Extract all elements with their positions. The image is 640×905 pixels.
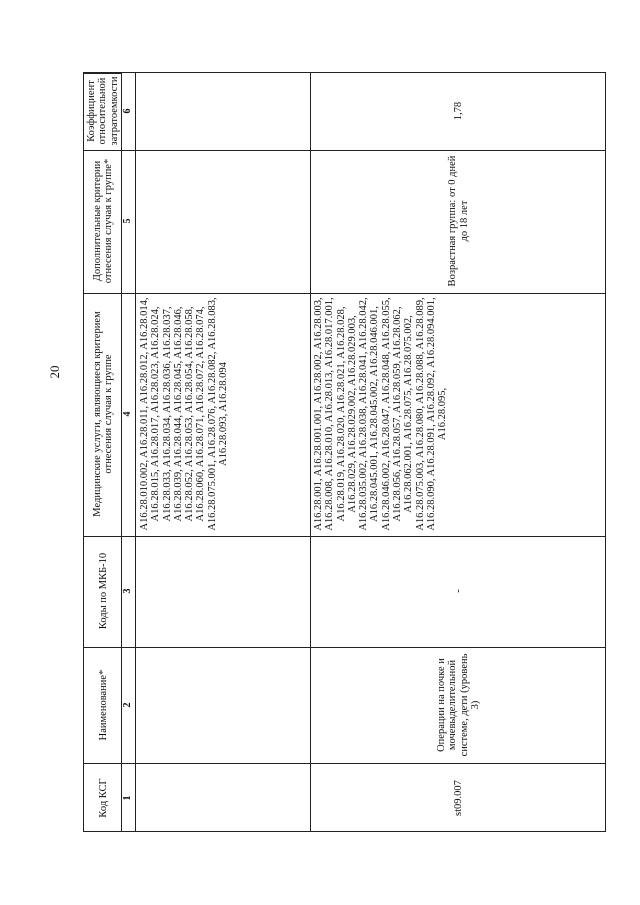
row2-name: Операции на почке и мочевыделительной системе, дети (уровень 3) bbox=[435, 653, 481, 757]
row2-ksg-code: st09.007 bbox=[452, 780, 464, 816]
page-number: 20 bbox=[47, 365, 62, 379]
colnum-1: 1 bbox=[122, 795, 133, 801]
row2-service-codes: A16.28.001, A16.28.001.001, A16.28.002, A16.28.003, A16.28.008, A16.28.010, A16.28.013, A16.28.017.001, A16.28.019, A16.28.020, A16.28.021, A16.28.028, A16.28.029, A16.28.029.002, A16.28.029.003, A16.28.035.002, A16.28.038, A16.28.041, A16.28.042, A16.28.045.001, A16.28.045.002, A16.28.046.001, A16.28.046.002, A16.28.047, A16.28.048, A16.28.055, A16.28.056, A16.28.057, A16.28.059, A16.28.062, A16.28.062.001, A16.28.075, A16.28.075.002, A16.28.075.003, A16.28.080, A16.28.088, A16.28.089, A16.28.090, A16.28.091, A16.28.092, A16.28.094.001, A16.28.095, bbox=[313, 297, 449, 531]
header-extra-criteria: Дополнительные критерии отнесения случая к группе* bbox=[91, 158, 114, 284]
col-divider-2 bbox=[84, 293, 605, 294]
colnum-3: 3 bbox=[122, 588, 133, 594]
header-coefficient: Коэффициент относительной затратоемкости bbox=[86, 76, 120, 146]
row2-extra-criteria: Возрастная группа: от 0 дней до 18 лет bbox=[447, 155, 470, 287]
header-ksg-code: Код КСГ bbox=[97, 778, 109, 818]
colnum-6: 6 bbox=[122, 108, 133, 114]
col-divider-4 bbox=[84, 647, 605, 648]
colnum-4: 4 bbox=[122, 411, 133, 417]
col-divider-5 bbox=[84, 763, 605, 764]
header-name: Наименование* bbox=[97, 669, 109, 741]
colnum-5: 5 bbox=[122, 218, 133, 224]
colnum-2: 2 bbox=[122, 702, 133, 708]
ksg-table bbox=[83, 72, 606, 832]
row1-service-codes: A16.28.010.002, A16.28.011, A16.28.012, A16.28.014, A16.28.015, A16.28.017, A16.28.023, A16.28.024, A16.28.033, A16.28.034, A16.28.036, A16.28.037, A16.28.039, A16.28.044, A16.28.045, A16.28.046, A16.28.052, A16.28.053, A16.28.054, A16.28.058, A16.28.060, A16.28.071, A16.28.072, A16.28.074, A16.28.075.001, A16.28.076, A16.28.082, A16.28.083, A16.28.093, A16.28.094 bbox=[139, 297, 230, 531]
header-services: Медицинские услуги, являющиеся критерием отнесения случая к группе bbox=[91, 311, 114, 517]
row2-coefficient: 1,78 bbox=[452, 101, 464, 121]
colnum-divider bbox=[135, 73, 136, 831]
row2-mkb: - bbox=[452, 589, 464, 593]
header-mkb: Коды по МКБ-10 bbox=[97, 552, 109, 630]
